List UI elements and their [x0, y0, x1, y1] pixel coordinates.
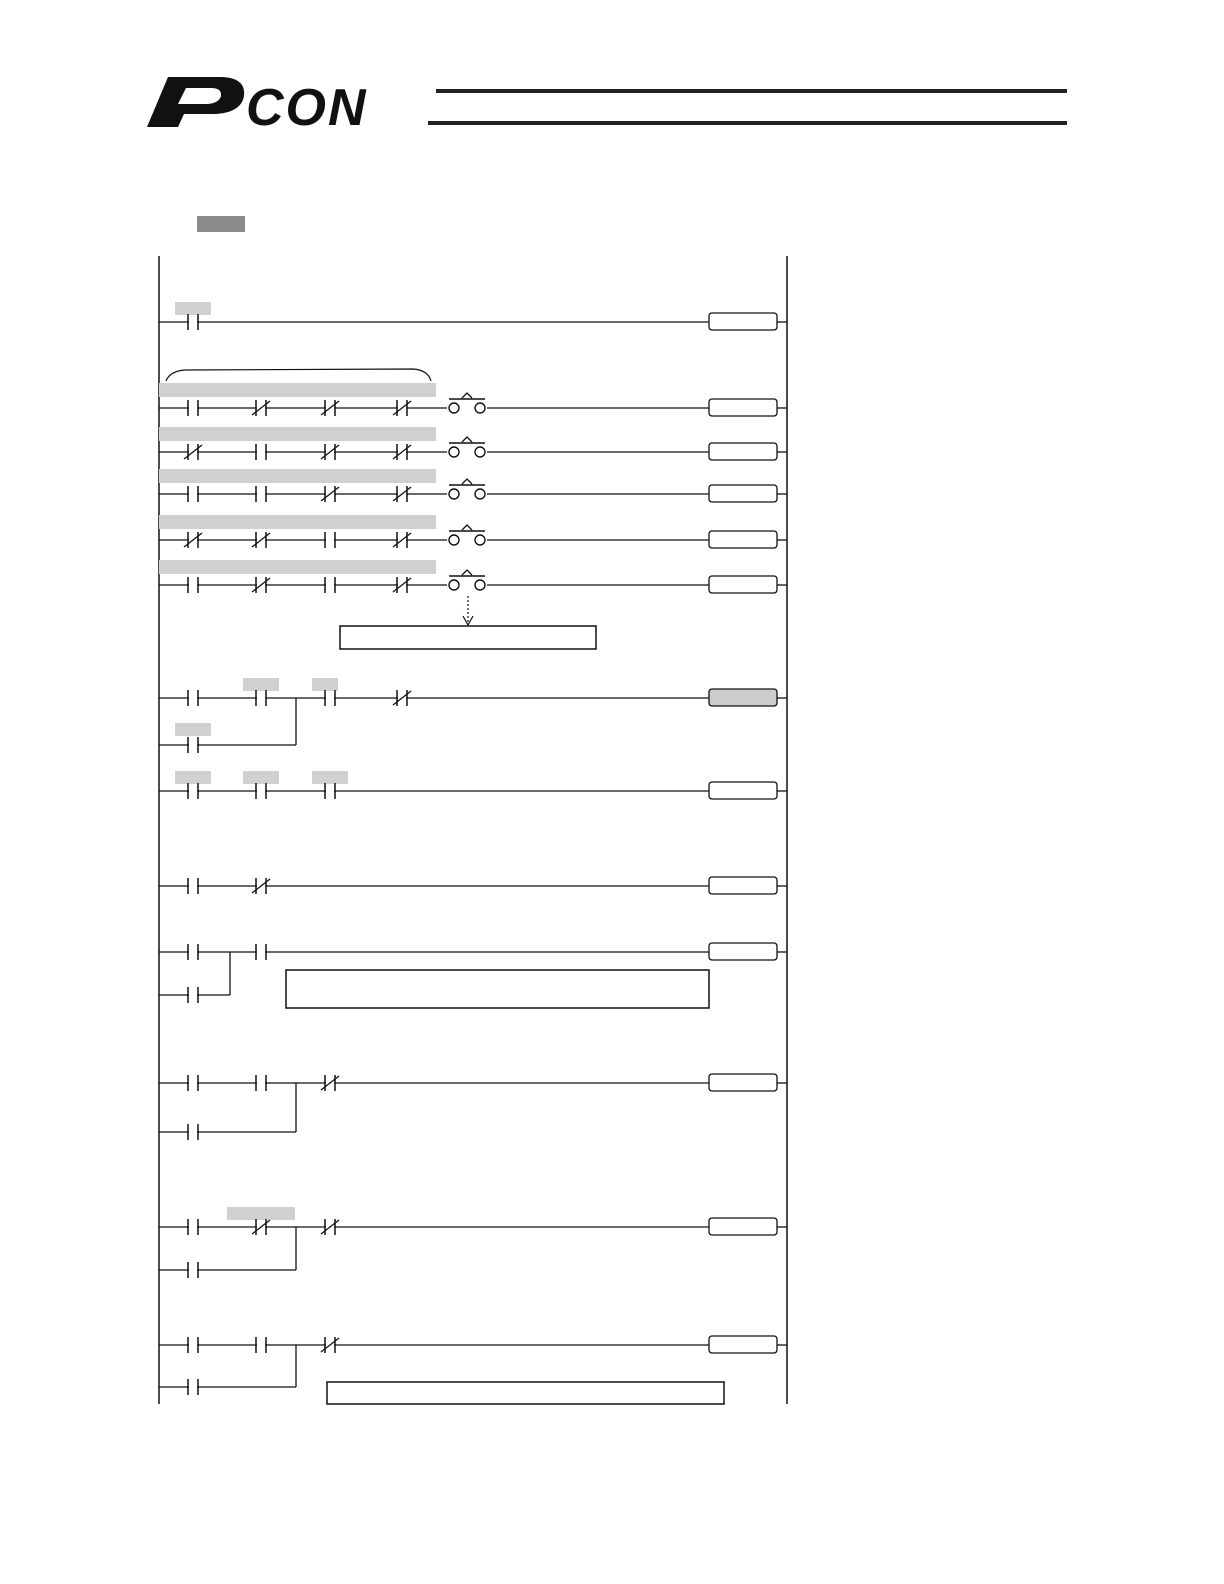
- wire-gap: [257, 943, 265, 961]
- pb-terminal-right: [475, 489, 485, 499]
- logo-letter-p: [147, 77, 244, 127]
- pcon-logo: [147, 77, 1067, 137]
- logo-wordmark: CON: [246, 79, 368, 137]
- note-box-3: [327, 1382, 724, 1404]
- note-box-2: [286, 970, 709, 1008]
- wire-gap: [189, 1074, 197, 1092]
- note-box-1: [340, 626, 596, 649]
- rung-13: [159, 1336, 787, 1396]
- output-coil: [709, 485, 777, 502]
- wire-gap: [189, 576, 197, 594]
- wire-gap: [189, 485, 197, 503]
- wire-gap: [189, 1123, 197, 1141]
- pb-terminal-left: [449, 535, 459, 545]
- output-coil: [709, 531, 777, 548]
- contact-label: [227, 1207, 295, 1220]
- contact-label: [312, 771, 348, 784]
- wire-gap: [257, 782, 265, 800]
- pb-terminal-left: [449, 489, 459, 499]
- wire-gap: [257, 1336, 265, 1354]
- wire-gap: [189, 1336, 197, 1354]
- rungs: [159, 302, 787, 1396]
- output-coil: [709, 443, 777, 460]
- wire-gap: [189, 689, 197, 707]
- rung-label-bar: [159, 383, 436, 397]
- wire-gap: [326, 531, 334, 549]
- pb-terminal-left: [449, 403, 459, 413]
- header-rule-top: [436, 89, 1067, 93]
- wire-gap: [189, 782, 197, 800]
- wire-gap: [326, 576, 334, 594]
- group-brace: [166, 369, 431, 381]
- wire-gap: [257, 689, 265, 707]
- rung-10: [159, 943, 787, 1004]
- rung-3: [159, 427, 787, 461]
- rung-12: [159, 1207, 787, 1279]
- contact-label: [312, 678, 338, 691]
- pb-terminal-right: [475, 403, 485, 413]
- output-coil: [709, 877, 777, 894]
- wire-gap: [189, 986, 197, 1004]
- pb-terminal-left: [449, 580, 459, 590]
- header-rule-bottom: [428, 121, 1067, 125]
- wire-gap: [189, 877, 197, 895]
- rung-11: [159, 1074, 787, 1141]
- wire-gap: [326, 689, 334, 707]
- wire-gap: [189, 736, 197, 754]
- output-coil: [709, 1336, 777, 1353]
- wire-gap: [326, 782, 334, 800]
- output-coil: [709, 576, 777, 593]
- rung-6: [159, 560, 787, 594]
- wire-gap: [189, 1218, 197, 1236]
- rung-2: [159, 383, 787, 417]
- contact-label: [175, 723, 211, 736]
- rung-4: [159, 469, 787, 503]
- rung-1: [159, 302, 787, 331]
- rung-label-bar: [159, 560, 436, 574]
- rung-5: [159, 515, 787, 549]
- wire-gap: [189, 399, 197, 417]
- pb-terminal-right: [475, 535, 485, 545]
- pb-terminal-right: [475, 447, 485, 457]
- contact-label: [175, 302, 211, 315]
- wire-gap: [189, 313, 197, 331]
- pb-terminal-left: [449, 447, 459, 457]
- rung-7: [159, 678, 787, 754]
- contact-label: [175, 771, 211, 784]
- rung-9: [159, 877, 787, 895]
- wire-gap: [189, 943, 197, 961]
- output-coil: [709, 313, 777, 330]
- output-coil: [709, 1218, 777, 1235]
- wire-gap: [257, 485, 265, 503]
- output-coil: [709, 1074, 777, 1091]
- rung-8: [159, 771, 787, 800]
- rung-label-bar: [159, 469, 436, 483]
- contact-label: [243, 678, 279, 691]
- rung-label-bar: [159, 427, 436, 441]
- pb-terminal-right: [475, 580, 485, 590]
- output-coil: [709, 689, 777, 706]
- output-coil: [709, 782, 777, 799]
- wire-gap: [189, 1378, 197, 1396]
- output-coil: [709, 943, 777, 960]
- wire-gap: [189, 1261, 197, 1279]
- section-marker: [197, 216, 245, 232]
- wire-gap: [257, 443, 265, 461]
- rung-label-bar: [159, 515, 436, 529]
- output-coil: [709, 399, 777, 416]
- contact-label: [243, 771, 279, 784]
- wire-gap: [257, 1074, 265, 1092]
